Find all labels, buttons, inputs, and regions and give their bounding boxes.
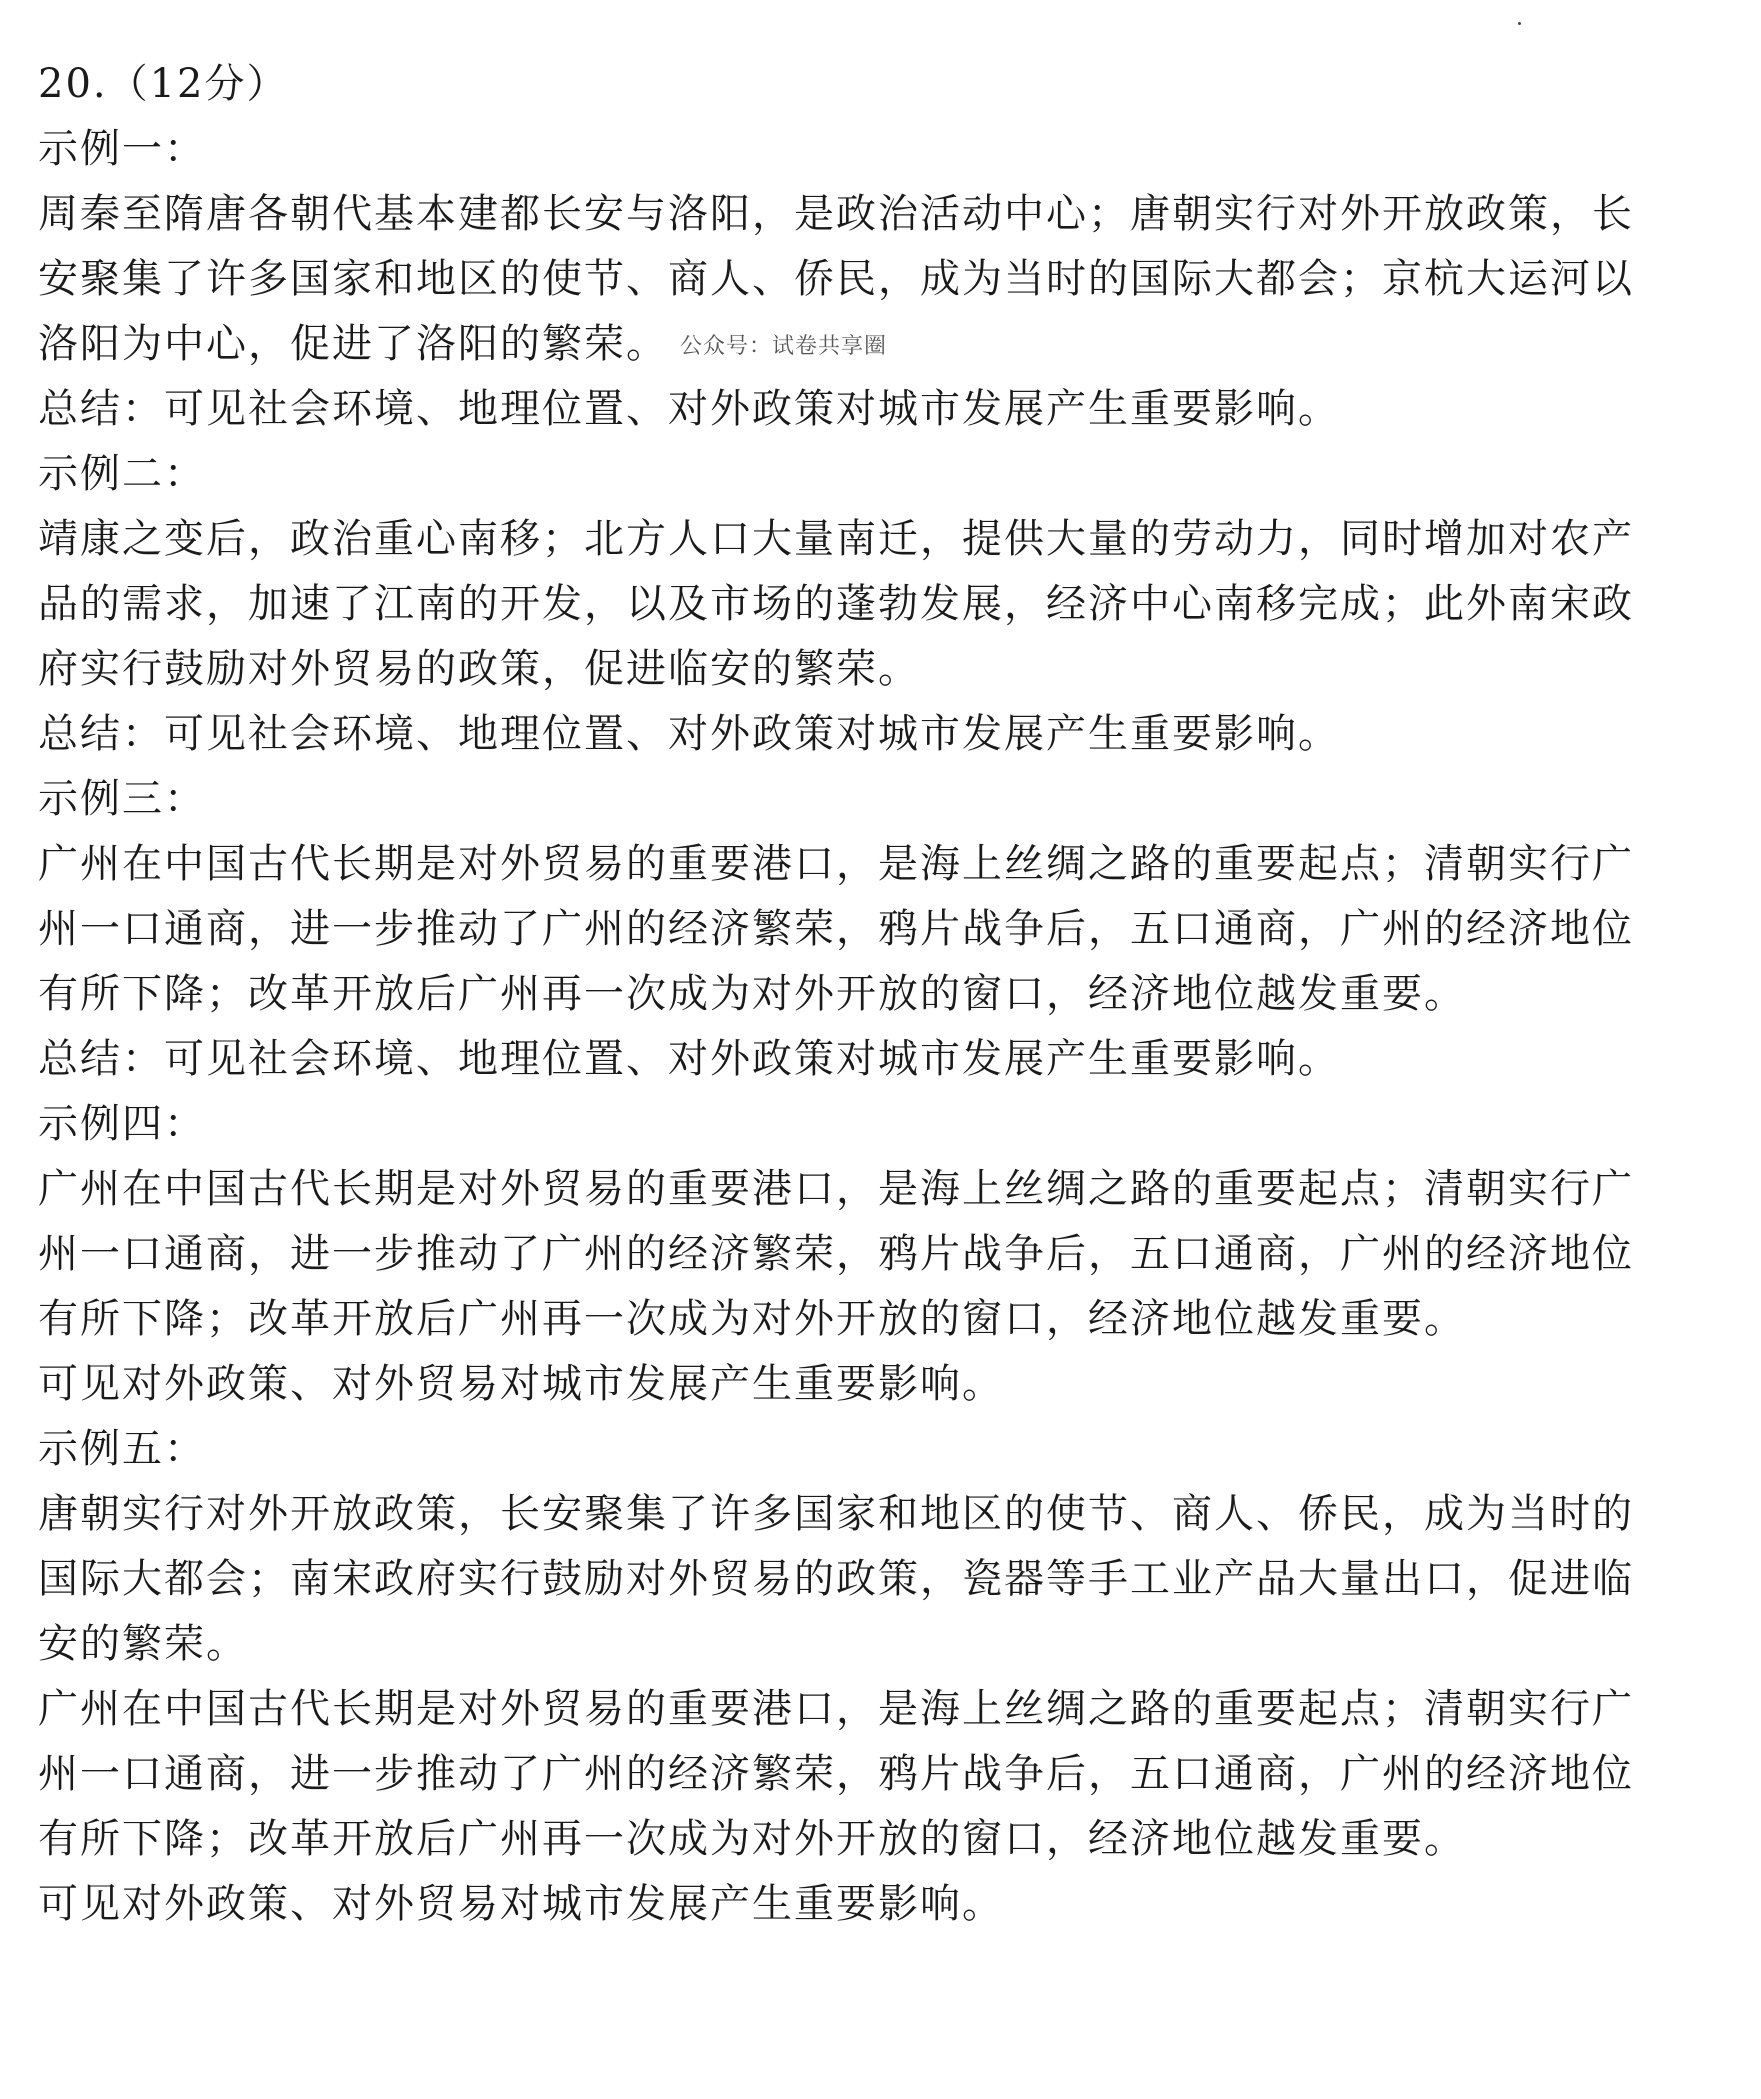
example-summary: 总结：可见社会环境、地理位置、对外政策对城市发展产生重要影响。 — [38, 386, 1340, 432]
example-5 — [38, 1417, 1733, 1937]
example-summary: 可见对外政策、对外贸易对城市发展产生重要影响。 — [38, 1881, 1004, 1927]
example-text-line: 靖康之变后，政治重心南移；北方人口大量南迁，提供大量的劳动力，同时增加对农产 — [38, 516, 1634, 562]
example-text-line: 周秦至隋唐各朝代基本建都长安与洛阳，是政治活动中心；唐朝实行对外开放政策，长 — [38, 191, 1634, 237]
example-text-line: 州一口通商，进一步推动了广州的经济繁荣，鸦片战争后，五口通商，广州的经济地位 — [38, 1231, 1634, 1277]
example-title: 示例一： — [38, 126, 206, 172]
example-text-line: 府实行鼓励对外贸易的政策，促进临安的繁荣。 — [38, 646, 920, 692]
question-header: 20.（12分） — [38, 61, 289, 107]
example-title: 示例五： — [38, 1426, 206, 1472]
example-text-line: 广州在中国古代长期是对外贸易的重要港口，是海上丝绸之路的重要起点；清朝实行广 — [38, 1166, 1634, 1212]
example-text-line: 唐朝实行对外开放政策，长安聚集了许多国家和地区的使节、商人、侨民，成为当时的 — [38, 1491, 1634, 1537]
example-summary: 可见对外政策、对外贸易对城市发展产生重要影响。 — [38, 1361, 1004, 1407]
example-text-line: 有所下降；改革开放后广州再一次成为对外开放的窗口，经济地位越发重要。 — [38, 1296, 1466, 1342]
example-text-line: 国际大都会；南宋政府实行鼓励对外贸易的政策，瓷器等手工业产品大量出口，促进临 — [38, 1556, 1634, 1602]
example-3 — [38, 767, 1733, 1092]
example-summary: 总结：可见社会环境、地理位置、对外政策对城市发展产生重要影响。 — [38, 711, 1340, 757]
example-text-line: 州一口通商，进一步推动了广州的经济繁荣，鸦片战争后，五口通商，广州的经济地位 — [38, 1751, 1634, 1797]
example-text-line: 有所下降；改革开放后广州再一次成为对外开放的窗口，经济地位越发重要。 — [38, 1816, 1466, 1862]
example-summary: 总结：可见社会环境、地理位置、对外政策对城市发展产生重要影响。 — [38, 1036, 1340, 1082]
example-title: 示例三： — [38, 776, 206, 822]
answer-sheet — [38, 52, 1733, 1937]
example-text-line: 州一口通商，进一步推动了广州的经济繁荣，鸦片战争后，五口通商，广州的经济地位 — [38, 906, 1634, 952]
example-title: 示例四： — [38, 1101, 206, 1147]
example-text-line: 安聚集了许多国家和地区的使节、商人、侨民，成为当时的国际大都会；京杭大运河以 — [38, 256, 1634, 302]
example-text-line: 品的需求，加速了江南的开发，以及市场的蓬勃发展，经济中心南移完成；此外南宋政 — [38, 581, 1634, 627]
scan-speck — [1518, 22, 1521, 25]
example-1 — [38, 117, 1733, 442]
watermark-text: 公众号：试卷共享圈 — [680, 334, 888, 359]
example-4 — [38, 1092, 1733, 1417]
example-text-line: 洛阳为中心，促进了洛阳的繁荣。 — [38, 321, 668, 367]
example-title: 示例二： — [38, 451, 206, 497]
example-text-line: 广州在中国古代长期是对外贸易的重要港口，是海上丝绸之路的重要起点；清朝实行广 — [38, 1686, 1634, 1732]
example-text-line: 有所下降；改革开放后广州再一次成为对外开放的窗口，经济地位越发重要。 — [38, 971, 1466, 1017]
example-text-line-with-watermark — [38, 312, 1733, 377]
example-2 — [38, 442, 1733, 767]
example-text-line: 广州在中国古代长期是对外贸易的重要港口，是海上丝绸之路的重要起点；清朝实行广 — [38, 841, 1634, 887]
example-text-line: 安的繁荣。 — [38, 1621, 248, 1667]
